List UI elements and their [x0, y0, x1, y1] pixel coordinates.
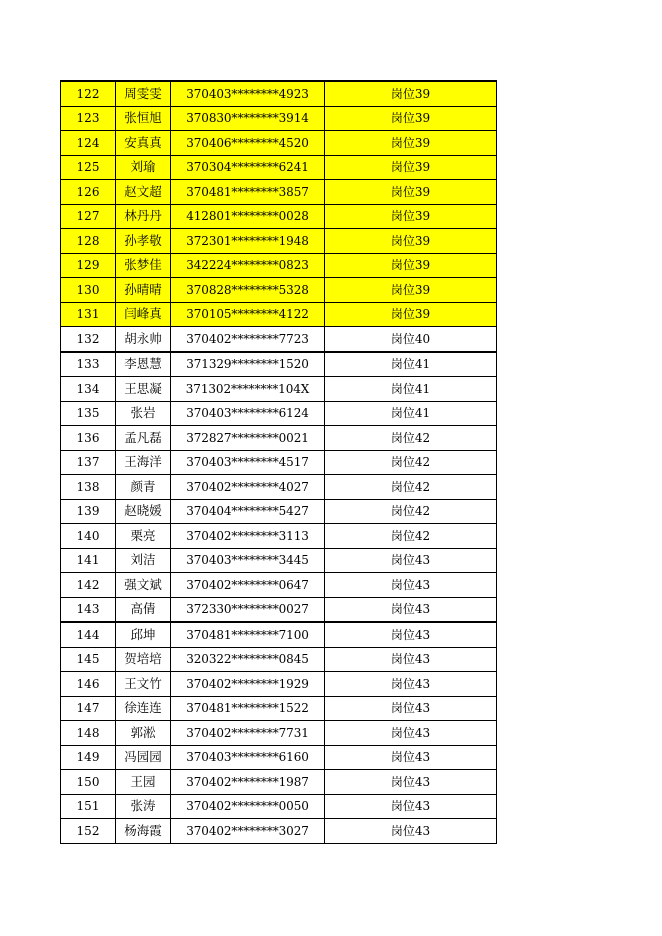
row-number-cell[interactable]: 137 — [61, 450, 116, 475]
table-row — [61, 106, 497, 131]
row-number-cell[interactable]: 139 — [61, 499, 116, 524]
name-cell[interactable]: 赵文超 — [116, 180, 171, 205]
name-cell[interactable]: 闫峰真 — [116, 302, 171, 327]
table-row — [61, 597, 497, 622]
name-cell[interactable]: 强文斌 — [116, 573, 171, 598]
id-number-cell[interactable]: 370403********6124 — [171, 401, 325, 426]
position-cell[interactable]: 岗位39 — [325, 204, 497, 229]
name-cell[interactable]: 杨海霞 — [116, 819, 171, 844]
id-number-cell[interactable]: 370481********7100 — [171, 622, 325, 647]
position-cell[interactable]: 岗位39 — [325, 81, 497, 106]
name-cell[interactable]: 邱坤 — [116, 622, 171, 647]
id-number-cell[interactable]: 370402********3113 — [171, 524, 325, 549]
row-number-cell[interactable]: 135 — [61, 401, 116, 426]
table-row — [61, 721, 497, 746]
position-cell[interactable]: 岗位39 — [325, 155, 497, 180]
table-row — [61, 426, 497, 451]
id-number-cell[interactable]: 370402********0647 — [171, 573, 325, 598]
row-number-cell[interactable]: 122 — [61, 81, 116, 106]
position-cell[interactable]: 岗位43 — [325, 622, 497, 647]
name-cell[interactable]: 徐连连 — [116, 696, 171, 721]
position-cell[interactable]: 岗位39 — [325, 229, 497, 254]
name-cell[interactable]: 颜青 — [116, 475, 171, 500]
name-cell[interactable]: 孟凡磊 — [116, 426, 171, 451]
position-cell[interactable]: 岗位39 — [325, 302, 497, 327]
name-cell[interactable]: 张梦佳 — [116, 253, 171, 278]
name-cell[interactable]: 张岩 — [116, 401, 171, 426]
id-number-cell[interactable]: 370304********6241 — [171, 155, 325, 180]
position-cell[interactable]: 岗位43 — [325, 721, 497, 746]
id-number-cell[interactable]: 370402********4027 — [171, 475, 325, 500]
row-number-cell[interactable]: 141 — [61, 548, 116, 573]
position-cell[interactable]: 岗位39 — [325, 131, 497, 156]
name-cell[interactable]: 高倩 — [116, 597, 171, 622]
id-number-cell[interactable]: 370828********5328 — [171, 278, 325, 303]
id-number-cell[interactable]: 370404********5427 — [171, 499, 325, 524]
row-number-cell[interactable]: 128 — [61, 229, 116, 254]
table-row — [61, 401, 497, 426]
row-number-cell[interactable]: 131 — [61, 302, 116, 327]
name-cell[interactable]: 周雯雯 — [116, 81, 171, 106]
name-cell[interactable]: 栗亮 — [116, 524, 171, 549]
table-row — [61, 696, 497, 721]
row-number-cell[interactable]: 127 — [61, 204, 116, 229]
row-number-cell[interactable]: 138 — [61, 475, 116, 500]
position-cell[interactable]: 岗位43 — [325, 597, 497, 622]
table-row — [61, 278, 497, 303]
id-number-cell[interactable]: 370403********4923 — [171, 81, 325, 106]
position-cell[interactable]: 岗位39 — [325, 106, 497, 131]
row-number-cell[interactable]: 148 — [61, 721, 116, 746]
name-cell[interactable]: 安真真 — [116, 131, 171, 156]
name-cell[interactable]: 孙晴晴 — [116, 278, 171, 303]
row-number-cell[interactable]: 132 — [61, 327, 116, 352]
table-row — [61, 524, 497, 549]
row-number-cell[interactable]: 126 — [61, 180, 116, 205]
id-number-cell[interactable]: 342224********0823 — [171, 253, 325, 278]
id-number-cell[interactable]: 370830********3914 — [171, 106, 325, 131]
id-number-cell[interactable]: 370403********6160 — [171, 745, 325, 770]
position-cell[interactable]: 岗位43 — [325, 794, 497, 819]
name-cell[interactable]: 孙孝敬 — [116, 229, 171, 254]
id-number-cell[interactable]: 370481********3857 — [171, 180, 325, 205]
name-cell[interactable]: 王海洋 — [116, 450, 171, 475]
position-cell[interactable]: 岗位42 — [325, 450, 497, 475]
row-number-cell[interactable]: 133 — [61, 352, 116, 377]
table-row — [61, 819, 497, 844]
table-row — [61, 745, 497, 770]
table-row — [61, 647, 497, 672]
table-row — [61, 573, 497, 598]
id-number-cell[interactable]: 370402********3027 — [171, 819, 325, 844]
name-cell[interactable]: 李恩慧 — [116, 352, 171, 377]
id-number-cell[interactable]: 370402********1929 — [171, 672, 325, 697]
table-row — [61, 475, 497, 500]
position-cell[interactable]: 岗位42 — [325, 524, 497, 549]
name-cell[interactable]: 郭淞 — [116, 721, 171, 746]
name-cell[interactable]: 冯园园 — [116, 745, 171, 770]
position-cell[interactable]: 岗位42 — [325, 426, 497, 451]
row-number-cell[interactable]: 134 — [61, 377, 116, 402]
name-cell[interactable]: 林丹丹 — [116, 204, 171, 229]
id-number-cell[interactable]: 370402********0050 — [171, 794, 325, 819]
id-number-cell[interactable]: 370403********3445 — [171, 548, 325, 573]
row-number-cell[interactable]: 130 — [61, 278, 116, 303]
row-number-cell[interactable]: 152 — [61, 819, 116, 844]
row-number-cell[interactable]: 146 — [61, 672, 116, 697]
table-row — [61, 450, 497, 475]
table-row — [61, 327, 497, 352]
position-cell[interactable]: 岗位42 — [325, 499, 497, 524]
applicant-table — [60, 80, 497, 844]
position-cell[interactable]: 岗位39 — [325, 180, 497, 205]
id-number-cell[interactable]: 370406********4520 — [171, 131, 325, 156]
id-number-cell[interactable]: 370403********4517 — [171, 450, 325, 475]
name-cell[interactable]: 王文竹 — [116, 672, 171, 697]
row-number-cell[interactable]: 123 — [61, 106, 116, 131]
position-cell[interactable]: 岗位42 — [325, 475, 497, 500]
position-cell[interactable]: 岗位41 — [325, 401, 497, 426]
table-row — [61, 499, 497, 524]
id-number-cell[interactable]: 370481********1522 — [171, 696, 325, 721]
row-number-cell[interactable]: 147 — [61, 696, 116, 721]
table-row — [61, 302, 497, 327]
table-row — [61, 672, 497, 697]
position-cell[interactable]: 岗位43 — [325, 745, 497, 770]
position-cell[interactable]: 岗位41 — [325, 352, 497, 377]
name-cell[interactable]: 贺培培 — [116, 647, 171, 672]
name-cell[interactable]: 刘瑜 — [116, 155, 171, 180]
position-cell[interactable]: 岗位43 — [325, 696, 497, 721]
position-cell[interactable]: 岗位43 — [325, 672, 497, 697]
name-cell[interactable]: 王思凝 — [116, 377, 171, 402]
position-cell[interactable]: 岗位39 — [325, 253, 497, 278]
id-number-cell[interactable]: 412801********0028 — [171, 204, 325, 229]
id-number-cell[interactable]: 370402********1987 — [171, 770, 325, 795]
position-cell[interactable]: 岗位41 — [325, 377, 497, 402]
table-row — [61, 253, 497, 278]
name-cell[interactable]: 王园 — [116, 770, 171, 795]
name-cell[interactable]: 张恒旭 — [116, 106, 171, 131]
table-row — [61, 794, 497, 819]
id-number-cell[interactable]: 370105********4122 — [171, 302, 325, 327]
id-number-cell[interactable]: 372301********1948 — [171, 229, 325, 254]
table-row — [61, 229, 497, 254]
table-row — [61, 180, 497, 205]
row-number-cell[interactable]: 149 — [61, 745, 116, 770]
row-number-cell[interactable]: 144 — [61, 622, 116, 647]
name-cell[interactable]: 胡永帅 — [116, 327, 171, 352]
id-number-cell[interactable]: 370402********7723 — [171, 327, 325, 352]
table-row — [61, 155, 497, 180]
id-number-cell[interactable]: 320322********0845 — [171, 647, 325, 672]
table-row — [61, 622, 497, 647]
applicant-table-body — [61, 81, 497, 843]
position-cell[interactable]: 岗位43 — [325, 548, 497, 573]
name-cell[interactable]: 赵晓媛 — [116, 499, 171, 524]
position-cell[interactable]: 岗位40 — [325, 327, 497, 352]
position-cell[interactable]: 岗位43 — [325, 573, 497, 598]
position-cell[interactable]: 岗位43 — [325, 819, 497, 844]
id-number-cell[interactable]: 372827********0021 — [171, 426, 325, 451]
row-number-cell[interactable]: 124 — [61, 131, 116, 156]
id-number-cell[interactable]: 371302********104X — [171, 377, 325, 402]
id-number-cell[interactable]: 372330********0027 — [171, 597, 325, 622]
row-number-cell[interactable]: 150 — [61, 770, 116, 795]
id-number-cell[interactable]: 370402********7731 — [171, 721, 325, 746]
table-row — [61, 81, 497, 106]
table-row — [61, 352, 497, 377]
table-row — [61, 204, 497, 229]
name-cell[interactable]: 刘洁 — [116, 548, 171, 573]
row-number-cell[interactable]: 140 — [61, 524, 116, 549]
row-number-cell[interactable]: 145 — [61, 647, 116, 672]
row-number-cell[interactable]: 142 — [61, 573, 116, 598]
name-cell[interactable]: 张涛 — [116, 794, 171, 819]
position-cell[interactable]: 岗位43 — [325, 647, 497, 672]
table-row — [61, 377, 497, 402]
row-number-cell[interactable]: 136 — [61, 426, 116, 451]
row-number-cell[interactable]: 129 — [61, 253, 116, 278]
position-cell[interactable]: 岗位43 — [325, 770, 497, 795]
row-number-cell[interactable]: 125 — [61, 155, 116, 180]
row-number-cell[interactable]: 143 — [61, 597, 116, 622]
position-cell[interactable]: 岗位39 — [325, 278, 497, 303]
table-row — [61, 131, 497, 156]
row-number-cell[interactable]: 151 — [61, 794, 116, 819]
table-row — [61, 548, 497, 573]
table-row — [61, 770, 497, 795]
id-number-cell[interactable]: 371329********1520 — [171, 352, 325, 377]
